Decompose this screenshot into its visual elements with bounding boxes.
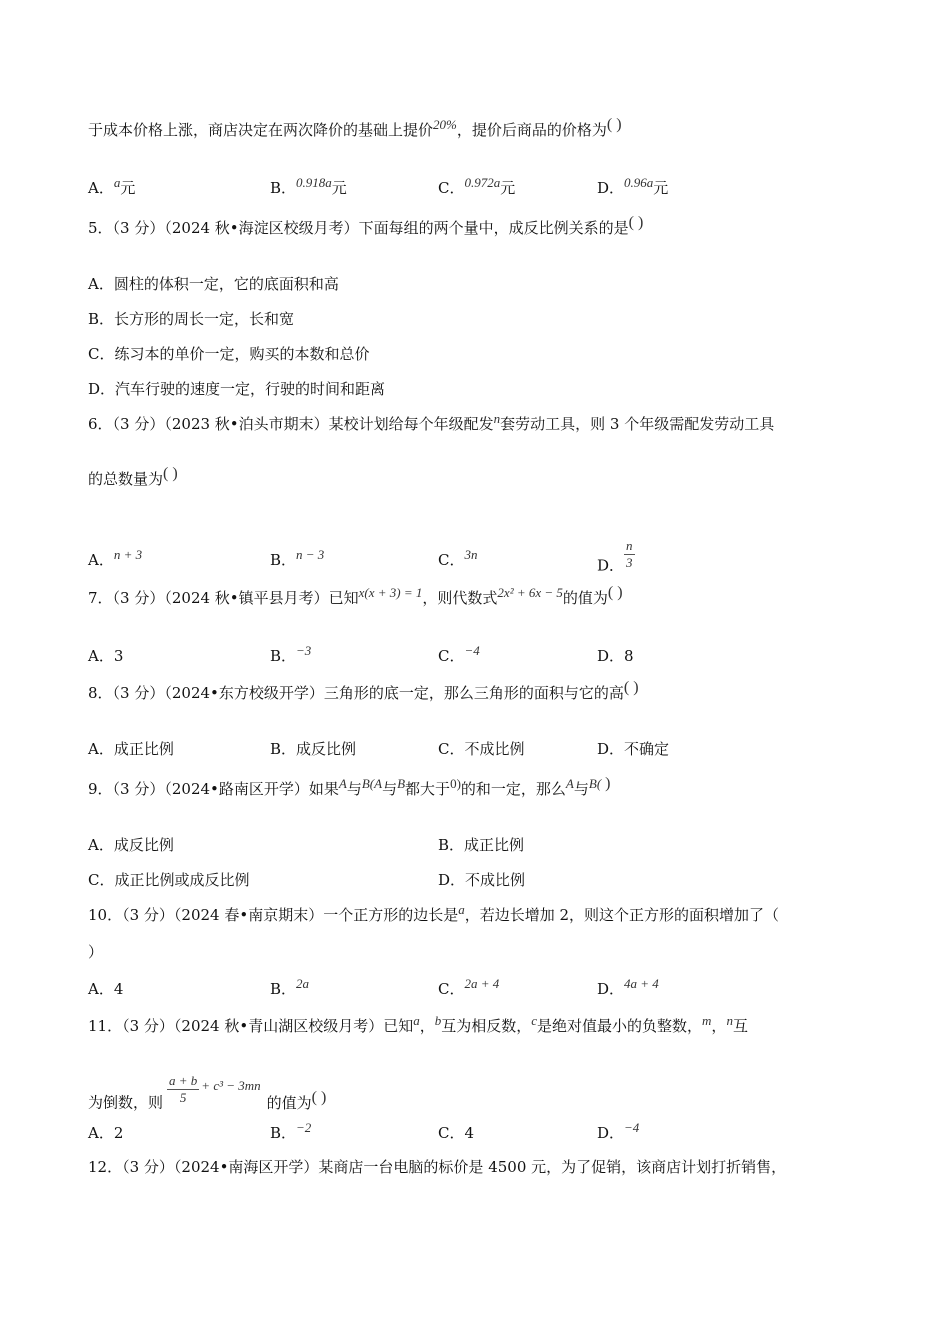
- q6-option-d: D． $\frac{n}{3}$: [597, 538, 633, 575]
- q8-option-b: B．成反比例: [270, 740, 357, 758]
- q4-option-a: A．a元: [88, 175, 136, 197]
- q11-option-d: D．−4: [597, 1120, 640, 1142]
- q5-option-b: B．长方形的周长一定，长和宽: [88, 310, 295, 328]
- q10-option-d: D．4a + 4: [597, 976, 659, 998]
- q7-stem: 7．（3 分）（2024 秋•镇平县月考）已知x(x + 3) = 1，则代数式2x² + 6x − 5的值为( ): [88, 584, 623, 607]
- q10-option-a: A．4: [88, 980, 124, 998]
- q4-percent: 20%: [433, 117, 457, 132]
- q8-option-a: A．成正比例: [88, 740, 174, 758]
- q8-stem: 8．（3 分）（2024•东方校级开学）三角形的底一定，那么三角形的面积与它的高( ): [88, 679, 639, 702]
- q11-option-b: B．−2: [270, 1120, 312, 1142]
- q9-option-d: D．不成比例: [438, 871, 526, 889]
- q10-option-c: C．2a + 4: [438, 976, 500, 998]
- q6-stem-line1: 6．（3 分）（2023 秋•泊头市期末）某校计划给每个年级配发n套劳动工具，则 3 个年级需配发劳动工具: [88, 411, 775, 433]
- q10-stem-line1: 10．（3 分）（2024 春•南京期末）一个正方形的边长是a，若边长增加 2，则这个正方形的面积增加了（: [88, 902, 780, 924]
- q12-stem: 12．（3 分）（2024•南海区开学）某商店一台电脑的标价是 4500 元，为了促销，该商店计划打折销售，: [88, 1158, 787, 1176]
- q7-equation: x(x + 3) = 1: [358, 585, 423, 600]
- q10-stem-line2: ）: [88, 943, 104, 961]
- q6-stem-line2: 的总数量为( ): [88, 465, 178, 488]
- q6-option-c: C．3n: [438, 547, 478, 569]
- q9-option-c: C．成正比例或成反比例: [88, 871, 250, 889]
- q9-option-b: B．成正比例: [438, 836, 525, 854]
- q9-stem: 9．（3 分）（2024•路南区开学）如果A与B(A与B都大于0)的和一定，那么A与B( ): [88, 775, 611, 798]
- q8-option-c: C．不成比例: [438, 740, 525, 758]
- q9-option-a: A．成反比例: [88, 836, 174, 854]
- q11-stem-line2: 为倒数，则 $\frac{a + b}{5}$ + c³ − 3mn的值为( ): [88, 1073, 327, 1112]
- q11-option-a: A．2: [88, 1124, 124, 1142]
- q6-option-b: B．n − 3: [270, 547, 325, 569]
- q5-option-c: C．练习本的单价一定，购买的本数和总价: [88, 345, 370, 363]
- q7-option-c: C．−4: [438, 643, 480, 665]
- q7-option-d: D．8: [597, 647, 634, 665]
- q4-option-d: D．0.96a元: [597, 175, 669, 197]
- q5-stem: 5．（3 分）（2024 秋•海淀区校级月考）下面每组的两个量中，成反比例关系的是( ): [88, 214, 644, 237]
- q7-option-a: A．3: [88, 647, 124, 665]
- q8-option-d: D．不确定: [597, 740, 670, 758]
- q4-option-b: B．0.918a元: [270, 175, 347, 197]
- q5-option-a: A．圆柱的体积一定，它的底面积和高: [88, 275, 339, 293]
- q11-option-c: C．4: [438, 1124, 475, 1142]
- q7-option-b: B．−3: [270, 643, 312, 665]
- q11-stem-line1: 11．（3 分）（2024 秋•青山湖区校级月考）已知a，b互为相反数，c是绝对值最小的负整数，m，n互: [88, 1013, 748, 1035]
- q5-option-d: D．汽车行驶的速度一定，行驶的时间和距离: [88, 380, 386, 398]
- q4-stem: 于成本价格上涨，商店决定在两次降价的基础上提价20%，提价后商品的价格为( ): [88, 116, 622, 139]
- q10-option-b: B．2a: [270, 976, 310, 998]
- q7-expression: 2x² + 6x − 5: [497, 585, 563, 600]
- q4-option-c: C．0.972a元: [438, 175, 516, 197]
- q6-option-a: A．n + 3: [88, 547, 143, 569]
